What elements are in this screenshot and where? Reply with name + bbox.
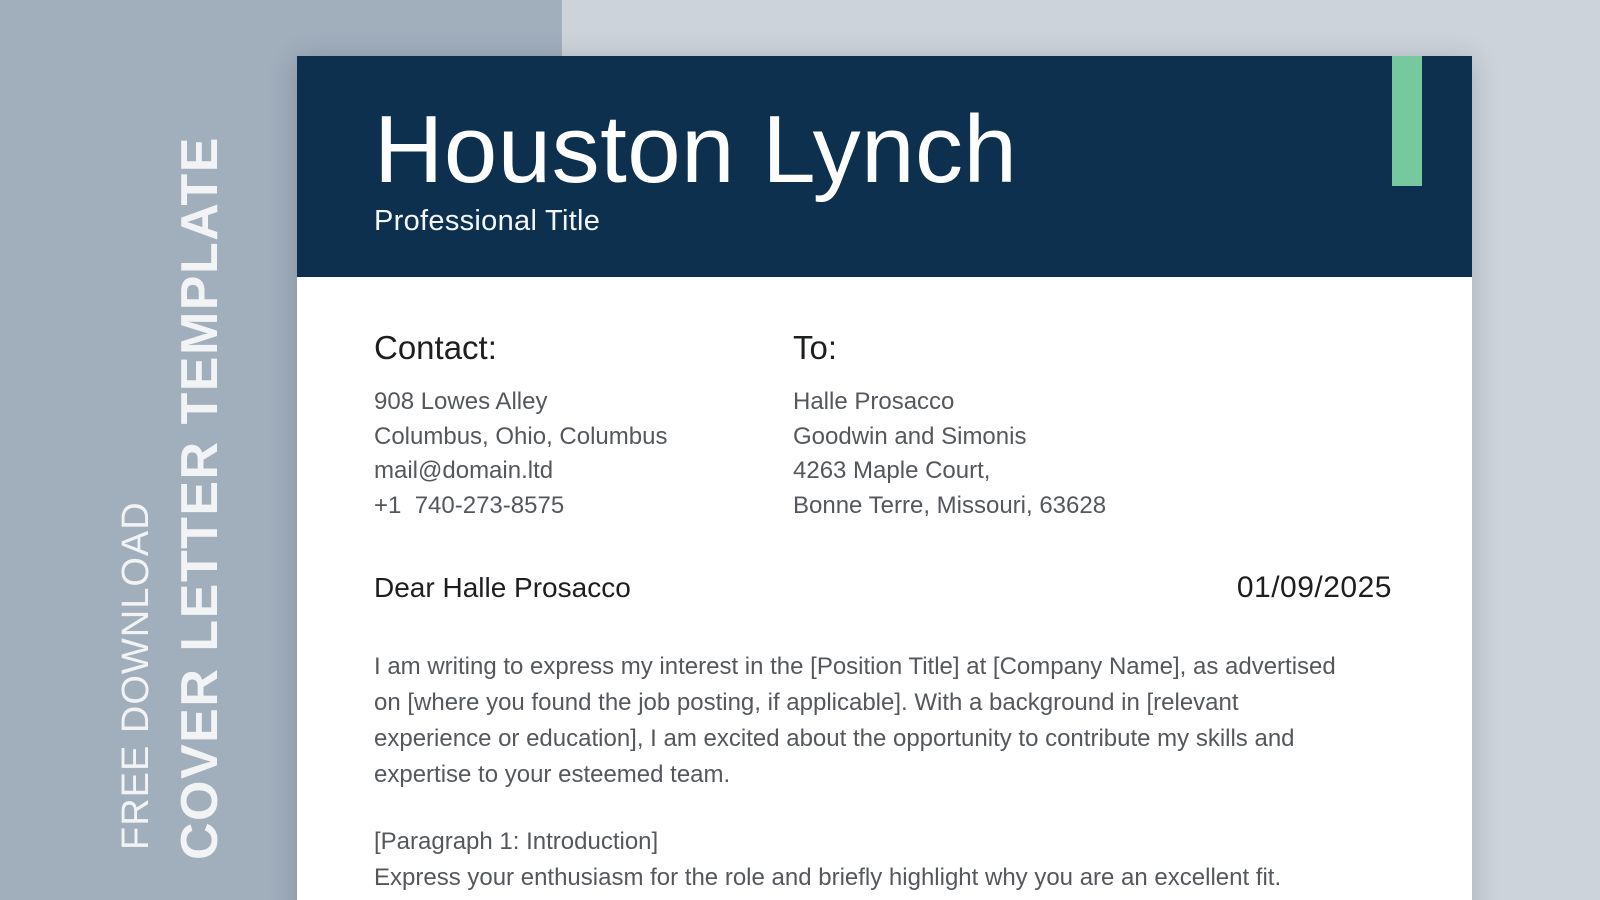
address-columns — [374, 329, 1392, 523]
placeholder-paragraph-text: Express your enthusiasm for the role and briefly highlight why you are an excellent fit. — [374, 864, 1282, 892]
free-download-vertical-label: FREE DOWNLOAD — [115, 501, 157, 850]
contact-phone: +1 740-273-8575 — [374, 491, 565, 519]
placeholder-paragraph — [374, 824, 1339, 896]
contact-heading: Contact: — [374, 329, 497, 366]
contact-address-line: 908 Lowes Alley — [374, 388, 548, 415]
recipient-section — [793, 329, 1392, 523]
salutation: Dear Halle Prosacco — [374, 572, 631, 604]
contact-section — [374, 329, 793, 523]
recipient-name: Halle Prosacco — [793, 388, 955, 415]
recipient-city: Bonne Terre, Missouri, 63628 — [793, 491, 1107, 519]
professional-title: Professional Title — [374, 204, 601, 237]
intro-paragraph: I am writing to express my interest in the [Position Title] at [Company Name], as advertised on [where you found the job posting, if applicable]. With a background in [relevant experience or education], I am excited about the opportunity to contribute my skills and expertise to your esteemed team. — [374, 653, 1336, 789]
document-header — [297, 56, 1472, 277]
applicant-name: Houston Lynch — [374, 96, 1018, 203]
contact-city-line: Columbus, Ohio, Columbus — [374, 422, 668, 450]
contact-email: mail@domain.ltd — [374, 457, 554, 485]
recipient-street: 4263 Maple Court, — [793, 457, 991, 485]
placeholder-paragraph-label: [Paragraph 1: Introduction] — [374, 828, 659, 856]
document-body — [297, 277, 1472, 896]
cover-letter-template-vertical-label: COVER LETTER TEMPLATE — [171, 136, 229, 860]
green-accent-bar — [1392, 56, 1422, 186]
cover-letter-document — [297, 56, 1472, 900]
letter-date: 01/09/2025 — [1236, 571, 1392, 605]
recipient-company: Goodwin and Simonis — [793, 422, 1027, 450]
recipient-heading: To: — [793, 329, 838, 366]
salutation-row — [374, 571, 1392, 605]
